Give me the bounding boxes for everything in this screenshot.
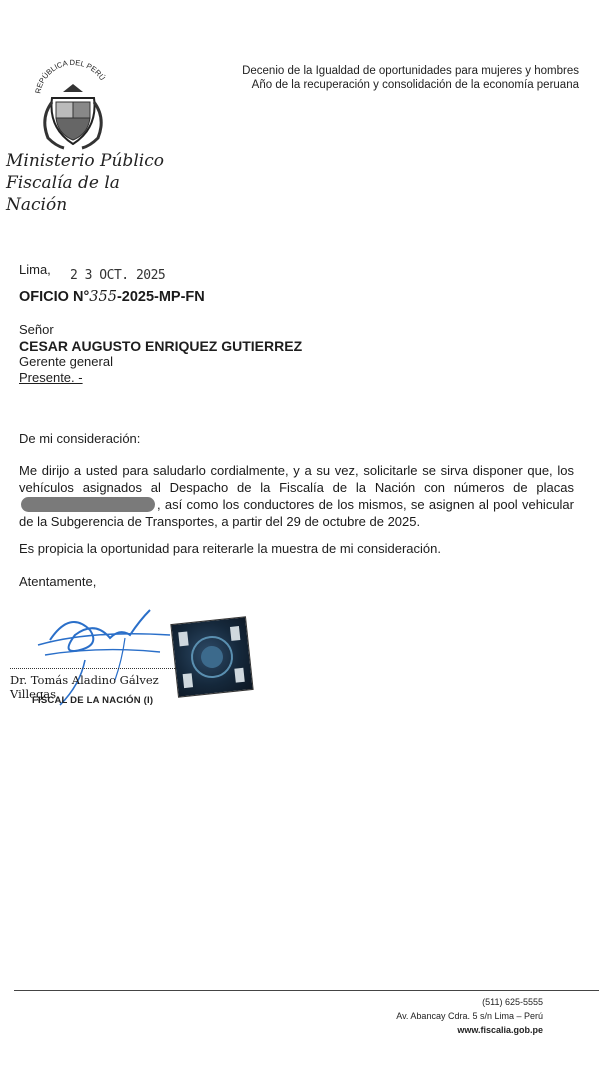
peru-coat-of-arms-logo [30,58,116,154]
ministry-line-2: Fiscalía de la Nación [6,173,120,215]
decade-line-2: Año de la recuperación y consolidación de la economía peruana [251,79,579,91]
addressee-title: Gerente general [19,354,113,369]
addressee-block [19,322,302,386]
oficio-number [19,289,205,305]
signer-name: Dr. Tomás Aladino Gálvez Villegas [10,668,175,701]
svg-text:REPÚBLICA DEL PERÚ: REPÚBLICA DEL PERÚ [33,58,108,95]
footer-website-link[interactable]: www.fiscalia.gob.pe [457,1025,543,1035]
ministry-line-1: Ministerio Público [6,151,164,171]
oficio-handwritten-number: 355 [89,289,117,305]
footer-contact [396,995,543,1037]
body-paragraph-part-1: Me dirijo a usted para saludarlo cordialmente, y a su vez, solicitarle se sirva disponer que, los vehículos asignados al Despacho de la Fiscalía de la Nación con números de placas [19,463,574,495]
redacted-plates [21,497,155,512]
body-paragraph-part-2: , así como los conductores de los mismos, se asignen al pool vehicular de la Subgerencia de Transportes, a partir del 29 de octubre de 2025. [19,497,574,529]
presente-label: Presente. - [19,370,83,385]
salutation: Señor [19,322,54,337]
closing-line: Atentamente, [19,574,97,589]
ministry-title [6,150,176,216]
decade-line-1: Decenio de la Igualdad de oportunidades para mujeres y hombres [242,65,579,77]
footer-phone: (511) 625-5555 [482,997,543,1007]
signer-role: FISCAL DE LA NACIÓN (I) [32,695,154,706]
addressee-name: CESAR AUGUSTO ENRIQUEZ GUTIERREZ [19,338,303,354]
city-label: Lima, [19,262,51,277]
date-stamp: 2 3 OCT. 2025 [70,268,166,283]
reiterate-paragraph: Es propicia la oportunidad para reiterarle la muestra de mi consideración. [19,541,441,556]
oficio-suffix: -2025-MP-FN [116,289,205,305]
oficio-prefix: OFICIO N° [19,289,90,305]
hologram-security-seal [170,616,253,698]
footer-divider [14,990,599,991]
greeting: De mi consideración: [19,431,141,446]
decade-slogan [242,64,579,92]
footer-address: Av. Abancay Cdra. 5 s/n Lima – Perú [396,1011,543,1021]
body-paragraph [19,462,574,530]
